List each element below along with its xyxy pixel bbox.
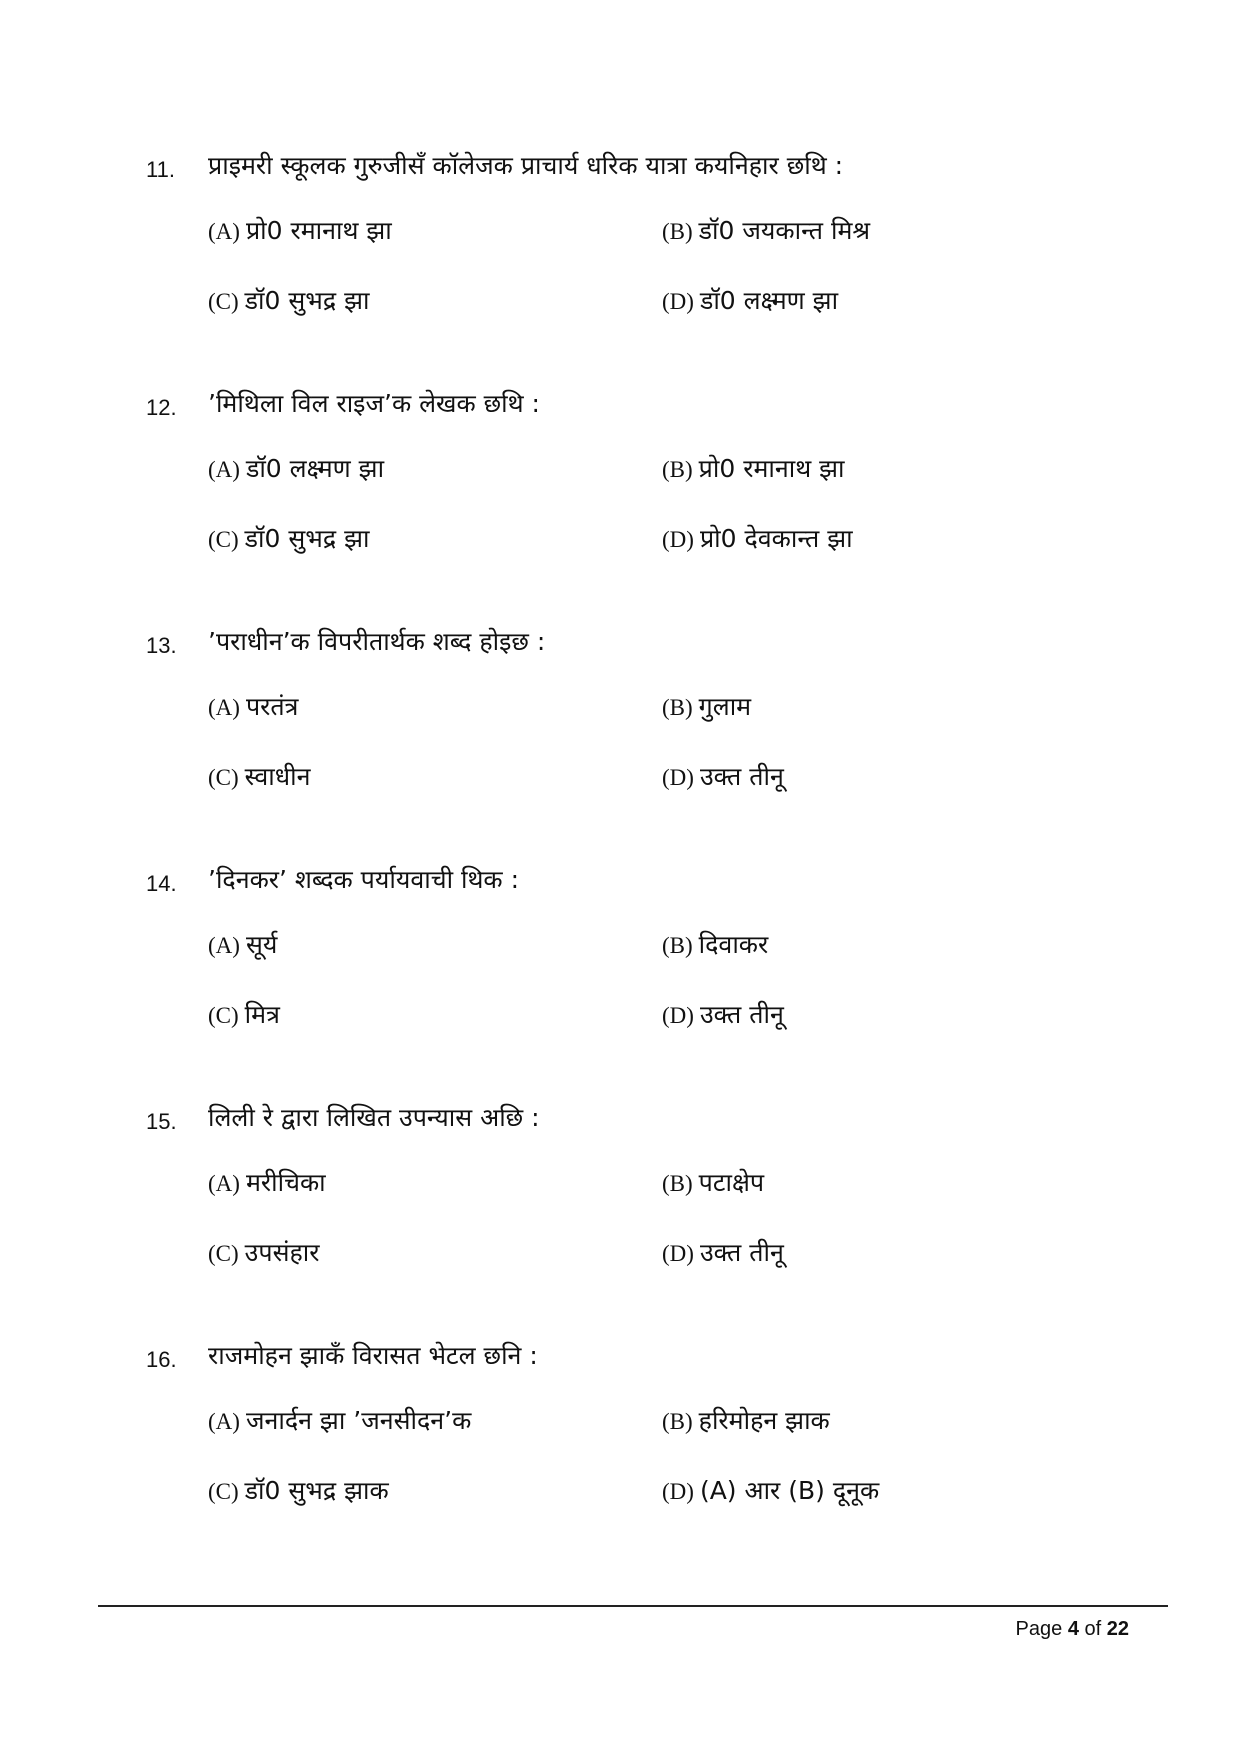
page-total: 22 <box>1106 1618 1129 1640</box>
option-a <box>208 925 277 966</box>
option-text: डॉ0 जयकान्त मिश्र <box>698 216 871 245</box>
option-c <box>208 519 369 560</box>
option-label: (D) <box>662 1003 694 1028</box>
option-text: हरिमोहन झाक <box>698 1406 830 1435</box>
option-label: (B) <box>662 695 693 720</box>
option-text: उक्त तीनू <box>699 1238 784 1267</box>
question-line <box>146 384 1146 424</box>
option-c <box>208 995 280 1036</box>
option-text: उपसंहार <box>244 1238 320 1267</box>
option-text: गुलाम <box>698 692 752 721</box>
option-a <box>208 1401 471 1442</box>
option-text: जनार्दन झा ’जनसीदन’क <box>245 1406 472 1435</box>
option-text: डॉ0 लक्ष्मण झा <box>245 454 385 483</box>
question-number: 13. <box>146 633 177 658</box>
question-number: 14. <box>146 871 177 896</box>
option-label: (B) <box>662 1409 693 1434</box>
question-14 <box>146 860 1146 1035</box>
option-row <box>146 995 1146 1035</box>
option-label: (D) <box>662 1241 694 1266</box>
option-text: डॉ0 सुभद्र झा <box>244 286 370 315</box>
option-d <box>662 995 784 1036</box>
option-d <box>662 281 838 322</box>
option-label: (A) <box>208 219 240 244</box>
option-text: प्रो0 देवकान्त झा <box>699 524 853 553</box>
option-label: (B) <box>662 1171 693 1196</box>
option-text: मित्र <box>244 1000 280 1029</box>
page-current: 4 <box>1067 1618 1079 1640</box>
option-c <box>208 757 311 798</box>
option-a <box>208 687 298 728</box>
option-row <box>146 687 1146 727</box>
question-12 <box>146 384 1146 559</box>
question-text: ’दिनकर’ शब्दक पर्यायवाची थिक : <box>208 865 520 894</box>
option-a <box>208 1163 326 1204</box>
option-b <box>662 211 870 252</box>
option-c <box>208 1233 319 1274</box>
option-b <box>662 925 768 966</box>
option-row <box>146 1233 1146 1273</box>
option-c <box>208 281 369 322</box>
option-label: (D) <box>662 289 694 314</box>
option-a <box>208 449 384 490</box>
option-row <box>146 1401 1146 1441</box>
option-a <box>208 211 392 252</box>
option-label: (C) <box>208 527 239 552</box>
option-text: डॉ0 सुभद्र झा <box>244 524 370 553</box>
option-label: (C) <box>208 1479 239 1504</box>
option-label: (A) <box>208 933 240 958</box>
option-b <box>662 449 845 490</box>
option-b <box>662 687 751 728</box>
question-13 <box>146 622 1146 797</box>
option-label: (C) <box>208 765 239 790</box>
option-row <box>146 1163 1146 1203</box>
option-row <box>146 449 1146 489</box>
question-text: ’मिथिला विल राइज’क लेखक छथि : <box>208 389 540 418</box>
option-label: (D) <box>662 1479 694 1504</box>
option-b <box>662 1163 764 1204</box>
option-label: (C) <box>208 1241 239 1266</box>
option-label: (B) <box>662 933 693 958</box>
question-11 <box>146 146 1146 321</box>
question-line <box>146 1098 1146 1138</box>
option-label: (A) <box>208 457 240 482</box>
option-label: (A) <box>208 1409 240 1434</box>
option-text: स्वाधीन <box>244 762 311 791</box>
page-number <box>1016 1618 1129 1641</box>
option-text: प्रो0 रमानाथ झा <box>245 216 392 245</box>
question-15 <box>146 1098 1146 1273</box>
question-line <box>146 860 1146 900</box>
question-text: प्राइमरी स्कूलक गुरुजीसँ कॉलेजक प्राचार्य धरिक यात्रा कयनिहार छथि : <box>208 151 844 180</box>
option-label: (A) <box>208 695 240 720</box>
question-text: ’पराधीन’क विपरीतार्थक शब्द होइछ : <box>208 627 546 656</box>
option-row <box>146 519 1146 559</box>
page-word: Page <box>1015 1618 1063 1640</box>
question-text: राजमोहन झाकँ विरासत भेटल छनि : <box>208 1341 538 1370</box>
question-line <box>146 622 1146 662</box>
option-text: उक्त तीनू <box>699 762 784 791</box>
option-row <box>146 925 1146 965</box>
question-number: 11. <box>146 157 175 182</box>
question-number: 12. <box>146 395 177 420</box>
option-text: उक्त तीनू <box>699 1000 784 1029</box>
option-text: पटाक्षेप <box>698 1168 765 1197</box>
option-label: (B) <box>662 457 693 482</box>
option-label: (C) <box>208 1003 239 1028</box>
option-label: (D) <box>662 765 694 790</box>
question-number: 15. <box>146 1109 177 1134</box>
option-text: दिवाकर <box>698 930 769 959</box>
option-label: (B) <box>662 219 693 244</box>
option-c <box>208 1471 389 1512</box>
option-row <box>146 757 1146 797</box>
option-row <box>146 281 1146 321</box>
option-d <box>662 1233 784 1274</box>
question-line <box>146 1336 1146 1376</box>
option-text: प्रो0 रमानाथ झा <box>698 454 845 483</box>
option-text: (A) आर (B) दूनूक <box>699 1476 880 1505</box>
option-d <box>662 757 784 798</box>
option-text: डॉ0 लक्ष्मण झा <box>699 286 839 315</box>
question-16 <box>146 1336 1146 1511</box>
question-number: 16. <box>146 1347 177 1372</box>
option-label: (C) <box>208 289 239 314</box>
footer-divider <box>98 1605 1168 1607</box>
question-text: लिली रे द्वारा लिखित उपन्यास अछि : <box>208 1103 540 1132</box>
option-text: डॉ0 सुभद्र झाक <box>244 1476 389 1505</box>
option-text: मरीचिका <box>245 1168 326 1197</box>
option-text: परतंत्र <box>245 692 299 721</box>
option-label: (D) <box>662 527 694 552</box>
option-row <box>146 211 1146 251</box>
question-line <box>146 146 1146 186</box>
option-row <box>146 1471 1146 1511</box>
option-d <box>662 519 853 560</box>
page-of: of <box>1084 1618 1102 1640</box>
option-text: सूर्य <box>245 930 278 959</box>
option-label: (A) <box>208 1171 240 1196</box>
option-d <box>662 1471 879 1512</box>
option-b <box>662 1401 830 1442</box>
